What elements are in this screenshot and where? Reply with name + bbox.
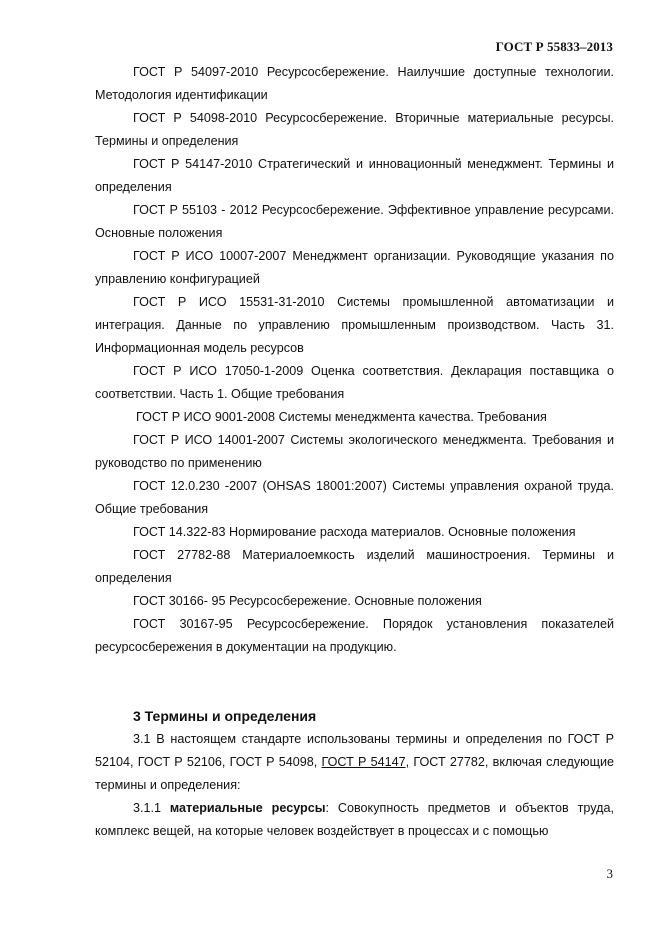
section-title: 3 Термины и определения [133, 708, 317, 724]
reference-item: ГОСТ 12.0.230 -2007 (OHSAS 18001:2007) Системы управления охраной труда. Общие требования [95, 479, 614, 516]
paragraph-text: ГОСТ 27782, включая следующие термины и определения: [95, 755, 614, 792]
paragraph-text: 3.1 В настоящем стандарте использованы термины и определения по ГОСТ Р 52104, ГОСТ Р 52106, ГОСТ Р 54098, [95, 732, 614, 769]
paragraph-3-1 [95, 728, 614, 797]
term-name: материальные ресурсы [169, 801, 326, 815]
reference-item: ГОСТ 14.322-83 Нормирование расхода материалов. Основные положения [133, 525, 576, 539]
reference-item: ГОСТ 27782-88 Материалоемкость изделий машиностроения. Термины и определения [95, 548, 614, 585]
reference-item: ГОСТ 30167-95 Ресурсосбережение. Порядок установления показателей ресурсосбережения в документации на продукцию. [95, 617, 614, 654]
term-definition: : Совокупность предметов и объектов труда, комплекс вещей, на которые человек воздействует в процессах и с помощью [95, 801, 614, 838]
reference-item: ГОСТ 30166- 95 Ресурсосбережение. Основные положения [133, 594, 482, 608]
reference-item: ГОСТ Р ИСО 15531-31-2010 Системы промышленной автоматизации и интеграция. Данные по управлению промышленным производством. Часть 31. Информационная модель ресурсов [95, 295, 614, 355]
reference-item: ГОСТ Р 54147-2010 Стратегический и инновационный менеджмент. Термины и определения [95, 157, 614, 194]
reference-item: ГОСТ Р ИСО 9001-2008 Системы менеджмента качества. Требования [136, 410, 547, 424]
document-header: ГОСТ Р 55833–2013 [495, 39, 613, 54]
term-number: 3.1.1 [133, 801, 170, 815]
terms-section [95, 705, 614, 843]
reference-item: ГОСТ Р 54098-2010 Ресурсосбережение. Вторичные материальные ресурсы. Термины и определения [95, 111, 614, 148]
paragraph-3-1-1 [95, 797, 614, 843]
document-body [95, 61, 614, 843]
gost-r-54147-link[interactable]: ГОСТ Р 54147, [321, 755, 410, 769]
reference-item: ГОСТ Р 54097-2010 Ресурсосбережение. Наилучшие доступные технологии. Методология идентификации [95, 65, 614, 102]
page-number: 3 [606, 866, 613, 881]
reference-item: ГОСТ Р ИСО 17050-1-2009 Оценка соответствия. Декларация поставщика о соответствии. Часть 1. Общие требования [95, 364, 614, 401]
references-list [95, 61, 614, 659]
reference-item: ГОСТ Р ИСО 14001-2007 Системы экологического менеджмента. Требования и руководство по применению [95, 433, 614, 470]
reference-item: ГОСТ Р 55103 - 2012 Ресурсосбережение. Эффективное управление ресурсами. Основные положения [95, 203, 614, 240]
reference-item: ГОСТ Р ИСО 10007-2007 Менеджмент организации. Руководящие указания по управлению конфигурацией [95, 249, 614, 286]
